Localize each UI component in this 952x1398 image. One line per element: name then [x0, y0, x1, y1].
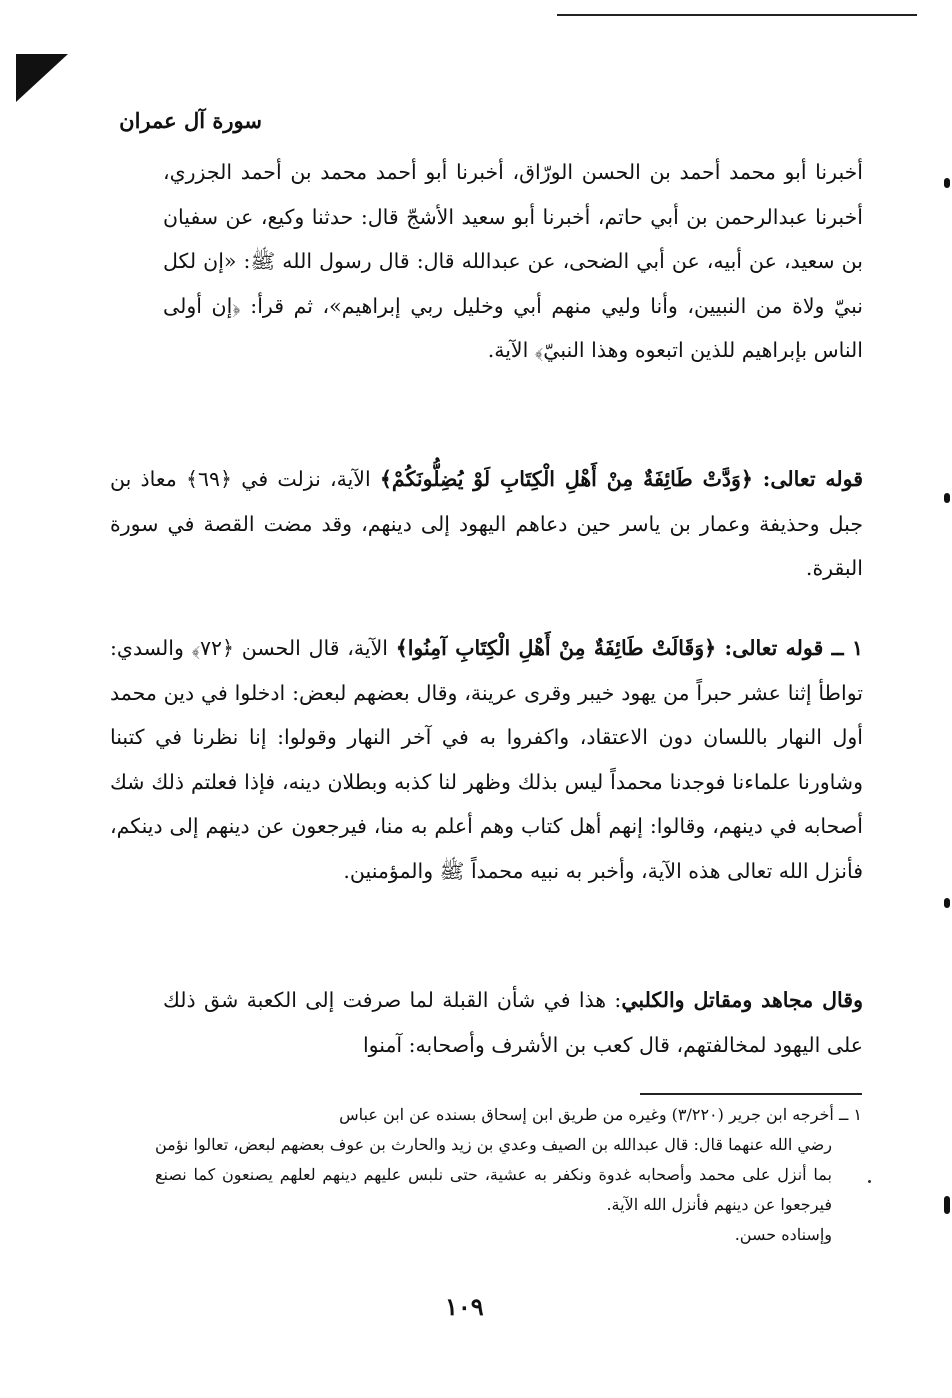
footnote-1-line-1: ١ ــ أخرجه ابن جرير (٣/٢٢٠) وغيره من طريق ابن إسحاق بسنده عن ابن عباس — [339, 1105, 862, 1124]
paragraph-4-text — [163, 978, 863, 1067]
paragraph-4-rest: : هذا في شأن القبلة لما صرفت إلى الكعبة شق ذلك على اليهود لمخالفتهم، قال كعب بن الأشرف وأصحابه: آمنوا — [163, 988, 863, 1057]
running-header-title: سورة آل عمران — [119, 108, 262, 133]
paragraph-2-text — [110, 457, 863, 591]
paragraph-2-rest: الآية، نزلت في ﴿٦٩﴾ معاذ بن جبل وحذيفة وعمار بن ياسر حين دعاهم اليهود إلى دينهم، وقد مضت القصة في سورة البقرة. — [110, 467, 863, 580]
paragraph-3-verse: ﴿وَقَالَتْ طَائِفَةٌ مِنْ أَهْلِ الْكِتَابِ آمِنُوا﴾ — [395, 636, 717, 660]
footnote-separator — [640, 1093, 862, 1095]
paragraph-3-rest: الآية، قال الحسن ﴿٧٢﴾ والسدي: تواطأ إثنا عشر حبراً من يهود خيبر وقرى عرينة، وقال بعضهم لبعض: ادخلوا في دين محمد أول النهار باللسان دون الاعتقاد، واكفروا به في آخر النهار وقولوا: إنا نظرنا في كتبنا وشاورنا علماءنا فوجدنا محمداً ليس بذلك وظهر لنا كذبه وبطلان دينه، فإذا فعلتم ذلك شك أصحابه في دينهم، وقالوا: إنهم أهل كتاب وهم أعلم به منا، فيرجعون عن دينهم إلى دينكم، فأنزل الله تعالى هذه الآية، وأخبر به نبيه محمداً ﷺ والمؤمنين. — [110, 636, 863, 883]
footnote-1-continuation: رضي الله عنهما قال: قال عبدالله بن الصيف وعدي بن زيد والحارث بن عوف بعضهم لبعض، تعالوا نؤمن بما أنزل على محمد وأصحابه غدوة ونكفر به عشية، حتى نلبس عليهم دينهم لعلهم يصنعون كما نصنع فيرجعوا عن دينهم فأنزل الله الآية. — [155, 1135, 832, 1214]
top-rule — [557, 14, 917, 16]
margin-scan-mark — [944, 178, 950, 188]
margin-scan-mark — [944, 1196, 950, 1214]
corner-triangle-mark — [16, 54, 68, 102]
paragraph-4-lead: وقال مجاهد ومقاتل والكلبي — [621, 988, 864, 1012]
paragraph-3 — [110, 626, 863, 893]
margin-scan-mark — [944, 898, 950, 908]
footnotes — [155, 1100, 862, 1250]
paragraph-2-lead: قوله تعالى: — [752, 467, 863, 491]
paragraph-4 — [163, 978, 863, 1067]
paragraph-3-lead: ١ ــ قوله تعالى: — [716, 636, 864, 660]
paragraph-2 — [110, 457, 863, 591]
margin-scan-mark — [944, 493, 950, 503]
paragraph-3-text — [110, 626, 863, 893]
scan-speck — [868, 1180, 871, 1183]
paragraph-1 — [163, 150, 863, 373]
paragraph-2-verse: ﴿وَدَّتْ طَائِفَةٌ مِنْ أَهْلِ الْكِتَابِ لَوْ يُضِلُّونَكُمْ﴾ — [379, 467, 753, 491]
paragraph-1-text: أخبرنا أبو محمد أحمد بن الحسن الورّاق، أخبرنا أبو أحمد محمد بن أحمد الجزري، أخبرنا عبدالرحمن بن أبي حاتم، أخبرنا أبو سعيد الأشجّ قال: حدثنا وكيع، عن سفيان بن سعيد، عن أبيه، عن أبي الضحى، عن عبدالله قال: قال رسول الله ﷺ: «إن لكل نبيّ ولاة من النبيين، وأنا وليي منهم أبي وخليل ربي إبراهيم»، ثم قرأ: ﴿إن أولى الناس بإبراهيم للذين اتبعوه وهذا النبيّ﴾ الآية. — [163, 160, 863, 362]
page-number: ١٠٩ — [445, 1292, 484, 1321]
footnote-1-end: وإسناده حسن. — [734, 1225, 832, 1244]
